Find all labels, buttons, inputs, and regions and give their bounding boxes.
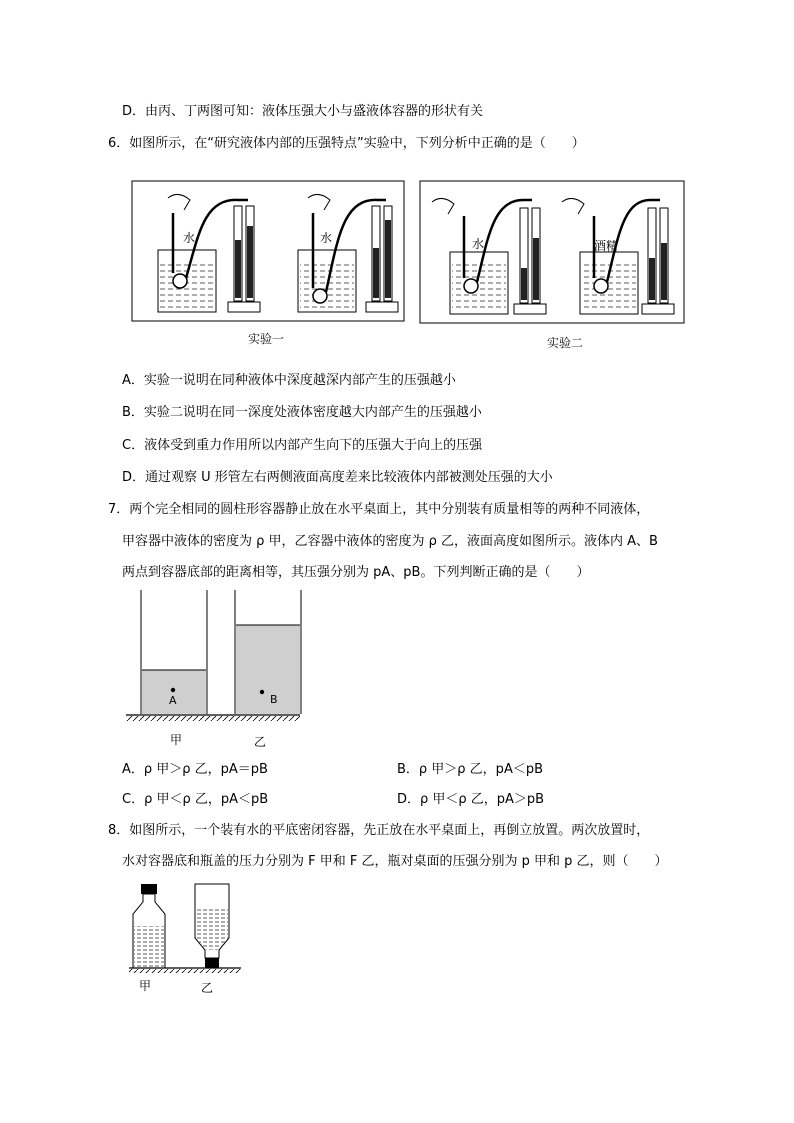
q7-stem-line1: 7．两个完全相同的圆柱形容器静止放在水平桌面上，其中分别装有质量相等的两种不同液体， [108, 502, 650, 517]
caption-experiment1: 实验一 [248, 332, 285, 346]
q6-figure-svg [128, 178, 688, 353]
q7-figure [122, 588, 302, 753]
container-jia-label: 甲 [170, 733, 183, 747]
q6-experiment-figure [128, 178, 688, 353]
q6-option-b: B．实验二说明在同一深度处液体密度越大内部产生的压强越小 [122, 405, 482, 420]
q8-figure [125, 880, 245, 998]
point-b-label: B [270, 693, 278, 706]
q7-option-c: C．ρ 甲＜ρ 乙，pA＜pB [122, 792, 269, 807]
setup-2b [562, 198, 674, 314]
point-a-label: A [169, 694, 177, 707]
setup-1a [158, 194, 260, 312]
q7-figure-svg [122, 588, 302, 753]
water-label-1: 水 [183, 231, 196, 245]
container-yi-label: 乙 [254, 735, 267, 749]
bottle-yi-label: 乙 [201, 981, 214, 995]
q5-option-d: D．由丙、丁两图可知：液体压强大小与盛液体容器的形状有关 [122, 104, 484, 119]
q7-stem-line3: 两点到容器底部的距离相等，其压强分别为 pA、pB。下列判断正确的是（ ） [122, 565, 590, 580]
bottle-jia-label: 甲 [139, 979, 152, 993]
q7-option-d: D．ρ 甲＜ρ 乙，pA＞pB [397, 792, 545, 807]
q6-option-c: C．液体受到重力作用所以内部产生向下的压强大于向上的压强 [122, 438, 483, 453]
water-label-3: 水 [472, 237, 485, 251]
q7-stem-line2: 甲容器中液体的密度为 ρ 甲，乙容器中液体的密度为 ρ 乙，液面高度如图所示。液体内 A、B [122, 534, 658, 549]
q6-option-a: A．实验一说明在同种液体中深度越深内部产生的压强越小 [122, 373, 456, 388]
q8-stem-line1: 8．如图所示，一个装有水的平底密闭容器，先正放在水平桌面上，再倒立放置。两次放置时， [108, 823, 650, 838]
water-label-2: 水 [320, 231, 333, 245]
q6-option-d: D．通过观察 U 形管左右两侧液面高度差来比较液体内部被测处压强的大小 [122, 470, 553, 485]
caption-experiment2: 实验二 [547, 336, 584, 350]
setup-2a [432, 198, 546, 314]
q7-option-a: A．ρ 甲＞ρ 乙，pA＝pB [122, 762, 268, 777]
alcohol-label: 酒精 [594, 239, 619, 253]
setup-1b [298, 194, 398, 312]
q8-figure-svg [125, 880, 245, 998]
q6-stem: 6．如图所示，在“研究液体内部的压强特点”实验中，下列分析中正确的是（ ） [108, 136, 585, 151]
q7-option-b: B．ρ 甲＞ρ 乙，pA＜pB [397, 762, 544, 777]
q8-stem-line2: 水对容器底和瓶盖的压力分别为 F 甲和 F 乙，瓶对桌面的压强分别为 p 甲和 p 乙，则（ ） [122, 854, 668, 869]
